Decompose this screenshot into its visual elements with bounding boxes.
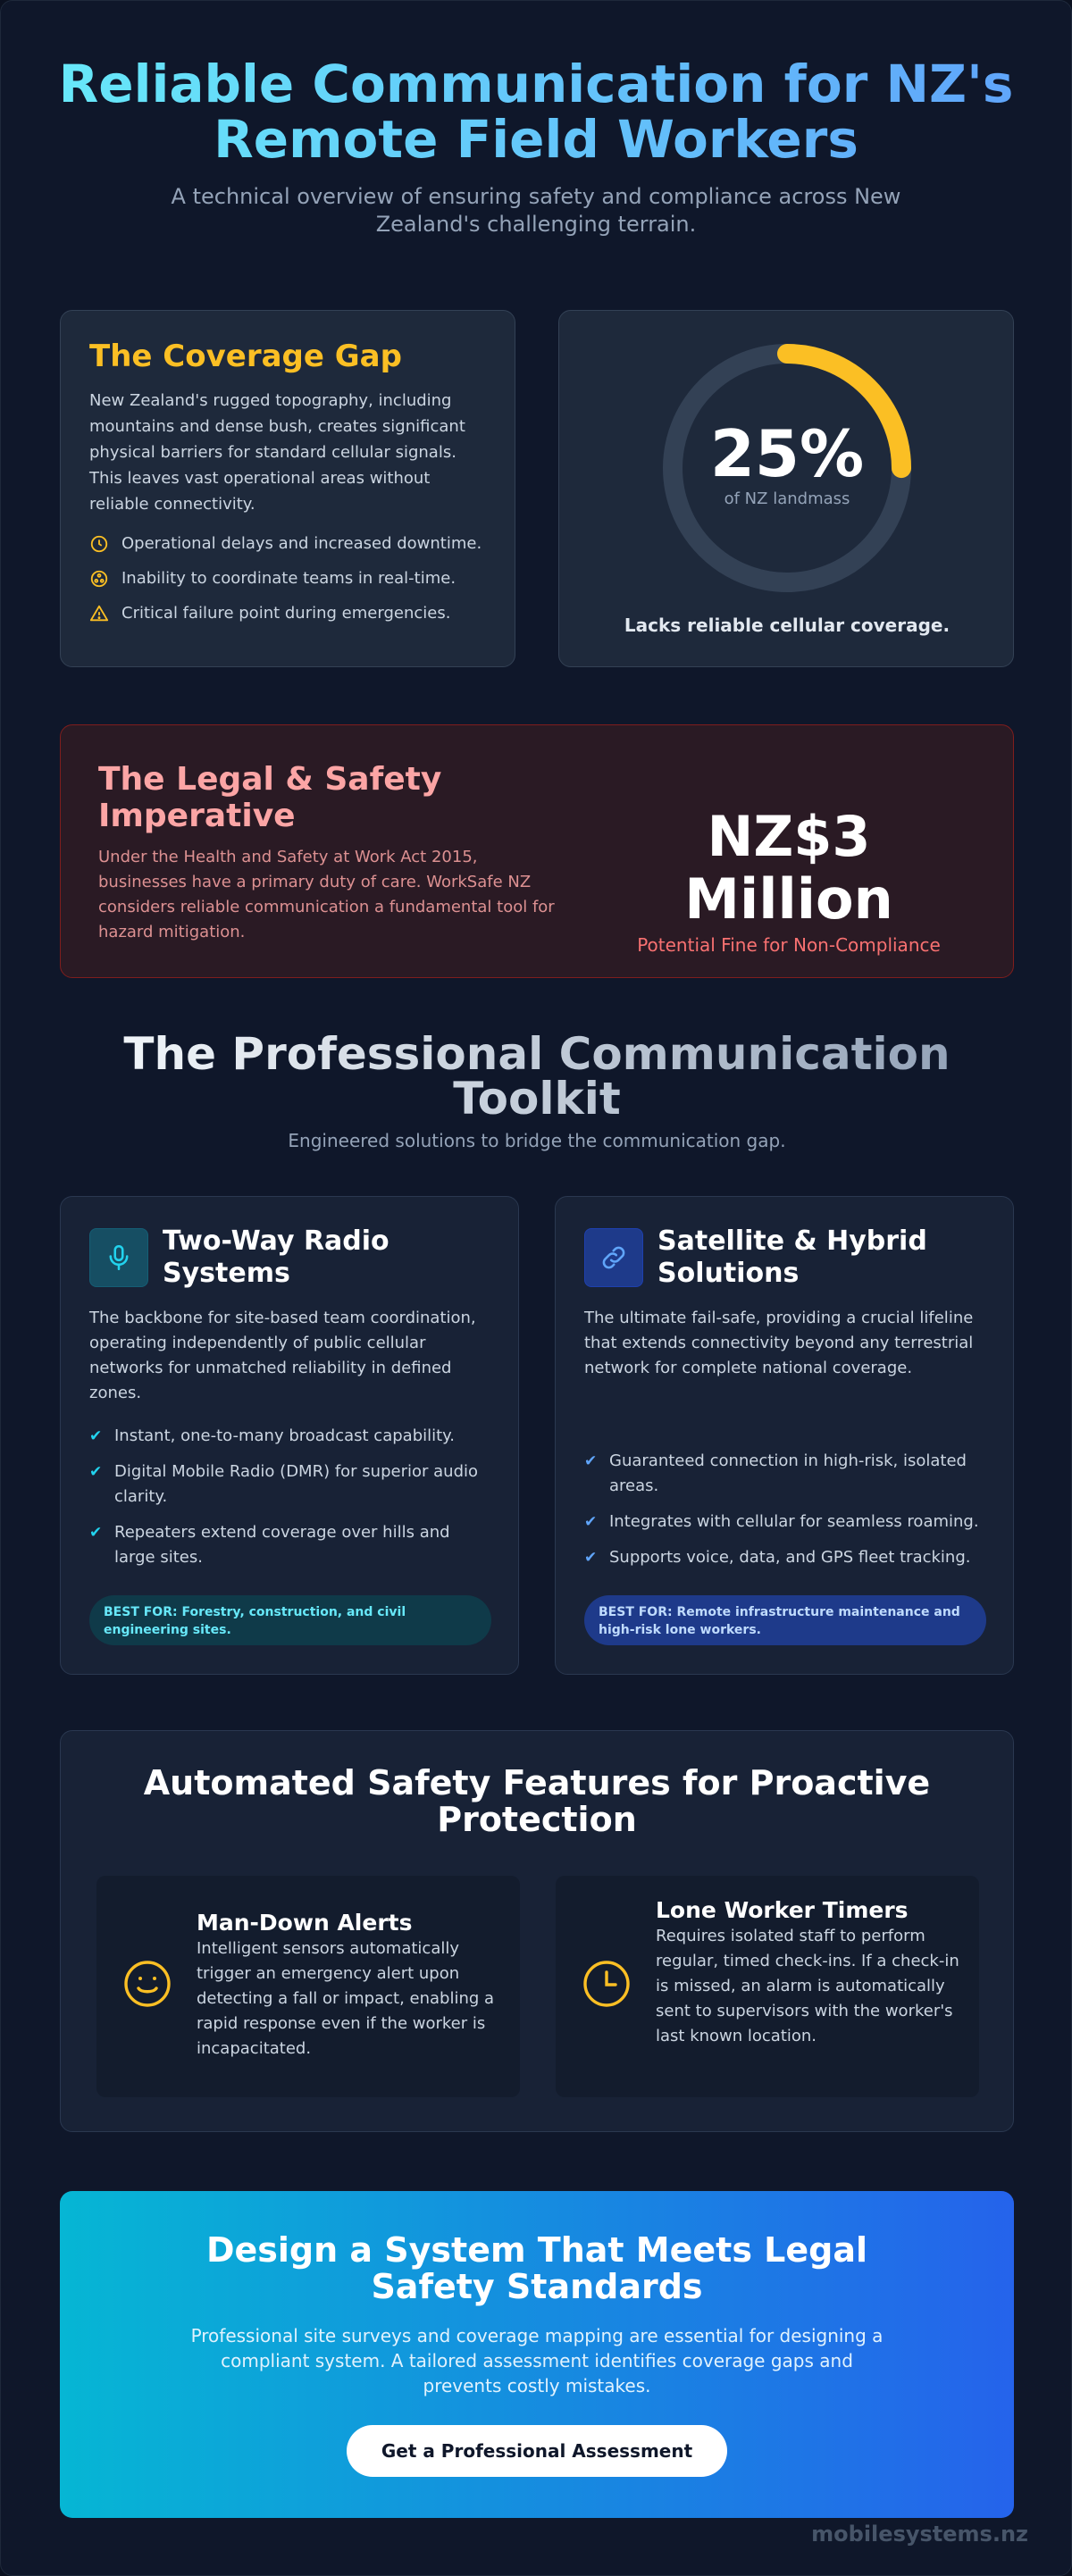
coverage-stat-card [558, 310, 1014, 667]
network-icon [89, 569, 109, 589]
clock-icon [89, 534, 109, 554]
man-down-title: Man-Down Alerts [197, 1910, 413, 1936]
satellite-card-description: The ultimate fail-safe, providing a crucial lifeline that extends connectivity beyond any terrestrial network for complete national coverage. [584, 1309, 974, 1377]
radio-card-title: Two-Way Radio Systems [163, 1225, 389, 1289]
cta-title: Design a System That Meets Legal Safety Standards [205, 2230, 868, 2306]
list-item: ✔ Integrates with cellular for seamless roaming. [584, 1510, 984, 1535]
hero-section [1, 1, 1071, 238]
satellite-feature-list [584, 1449, 984, 1570]
man-down-description: Intelligent sensors automatically trigger an emergency alert upon detecting a fall or impact, enabling a rapid response even if the worker is incapacitated. [197, 1939, 495, 2058]
footer-brand: mobilesystems.nz [811, 2522, 1028, 2547]
smiley-icon [121, 1958, 173, 2010]
coverage-stat-label: of NZ landmass [724, 489, 850, 508]
fine-value: NZ$3 Million [684, 804, 893, 932]
satellite-card-title: Satellite & Hybrid Solutions [657, 1225, 927, 1289]
list-item-text: Inability to coordinate teams in real-time. [121, 569, 456, 588]
man-down-alerts-card [96, 1876, 520, 2097]
coverage-gap-description: New Zealand's rugged topography, including mountains and dense bush, creates significant physical barriers for standard cellular signals. This leaves vast operational areas without reliable connectivity. [89, 391, 465, 514]
automated-safety-title: Automated Safety Features for Proactive Protection [143, 1763, 931, 1839]
list-item-text: Operational delays and increased downtime. [121, 534, 482, 553]
radio-card-description: The backbone for site-based team coordination, operating independently of public cellular networks for unmatched reliability in defined zones. [89, 1309, 476, 1402]
page-subtitle: A technical overview of ensuring safety and compliance across New Zealand's challenging terrain. [171, 184, 901, 237]
clock-icon [581, 1958, 632, 2010]
lone-worker-description: Requires isolated staff to perform regular, timed check-ins. If a check-in is missed, an alarm is automatically sent to supervisors with the worker's last known location. [656, 1927, 959, 2045]
coverage-gap-title: The Coverage Gap [89, 339, 402, 374]
microphone-icon [89, 1228, 148, 1287]
check-icon: ✔ [584, 1513, 598, 1531]
satellite-solutions-card [555, 1196, 1014, 1675]
list-item: ✔ Digital Mobile Radio (DMR) for superior audio clarity. [89, 1459, 490, 1510]
cta-description: Professional site surveys and coverage mapping are essential for designing a compliant system. A tailored assessment identifies coverage gaps and prevents costly mistakes. [190, 2325, 884, 2396]
list-item: ✔ Instant, one-to-many broadcast capability. [89, 1424, 490, 1449]
check-icon: ✔ [584, 1452, 598, 1470]
check-icon: ✔ [89, 1427, 103, 1445]
coverage-gap-list [89, 533, 486, 624]
legal-description: Under the Health and Safety at Work Act 2015, businesses have a primary duty of care. WorkSafe NZ considers reliable communication a fundamental tool for hazard mitigation. [98, 848, 555, 941]
page-title: Reliable Communication for NZ's Remote Field Workers [54, 56, 1018, 167]
check-icon: ✔ [89, 1524, 103, 1542]
lone-worker-timers-card [556, 1876, 979, 2097]
list-item-text: Critical failure point during emergencies. [121, 604, 451, 623]
check-icon: ✔ [89, 1463, 103, 1481]
fine-callout [597, 806, 981, 956]
list-item: ✔ Supports voice, data, and GPS fleet tracking. [584, 1545, 984, 1570]
link-icon [584, 1228, 643, 1287]
list-item: ✔ Repeaters extend coverage over hills and large sites. [89, 1520, 490, 1570]
toolkit-title: The Professional Communication Toolkit [117, 1032, 957, 1121]
radio-feature-list [89, 1424, 490, 1570]
toolkit-header [1, 1028, 1072, 1151]
fine-label: Potential Fine for Non-Compliance [637, 934, 941, 956]
automated-safety-section [60, 1730, 1014, 2132]
toolkit-subtitle: Engineered solutions to bridge the communication gap. [288, 1130, 786, 1151]
best-for-badge: BEST FOR: Forestry, construction, and civil engineering sites. [89, 1595, 491, 1645]
list-item [89, 533, 486, 555]
list-item: ✔ Guaranteed connection in high-risk, isolated areas. [584, 1449, 984, 1499]
call-to-action-section [60, 2191, 1014, 2518]
best-for-badge: BEST FOR: Remote infrastructure maintenance and high-risk lone workers. [584, 1595, 986, 1645]
lone-worker-title: Lone Worker Timers [656, 1897, 909, 1923]
list-item [89, 568, 486, 590]
get-assessment-button[interactable]: Get a Professional Assessment [347, 2425, 727, 2477]
coverage-stat-value: 25% [709, 416, 865, 491]
list-item [89, 603, 486, 624]
legal-title: The Legal & Safety Imperative [98, 761, 442, 834]
coverage-stat-caption: Lacks reliable cellular coverage. [624, 615, 951, 636]
check-icon: ✔ [584, 1549, 598, 1567]
coverage-gap-card [60, 310, 515, 667]
legal-imperative-card [60, 724, 1014, 978]
warning-icon [89, 604, 109, 623]
radio-systems-card [60, 1196, 519, 1675]
